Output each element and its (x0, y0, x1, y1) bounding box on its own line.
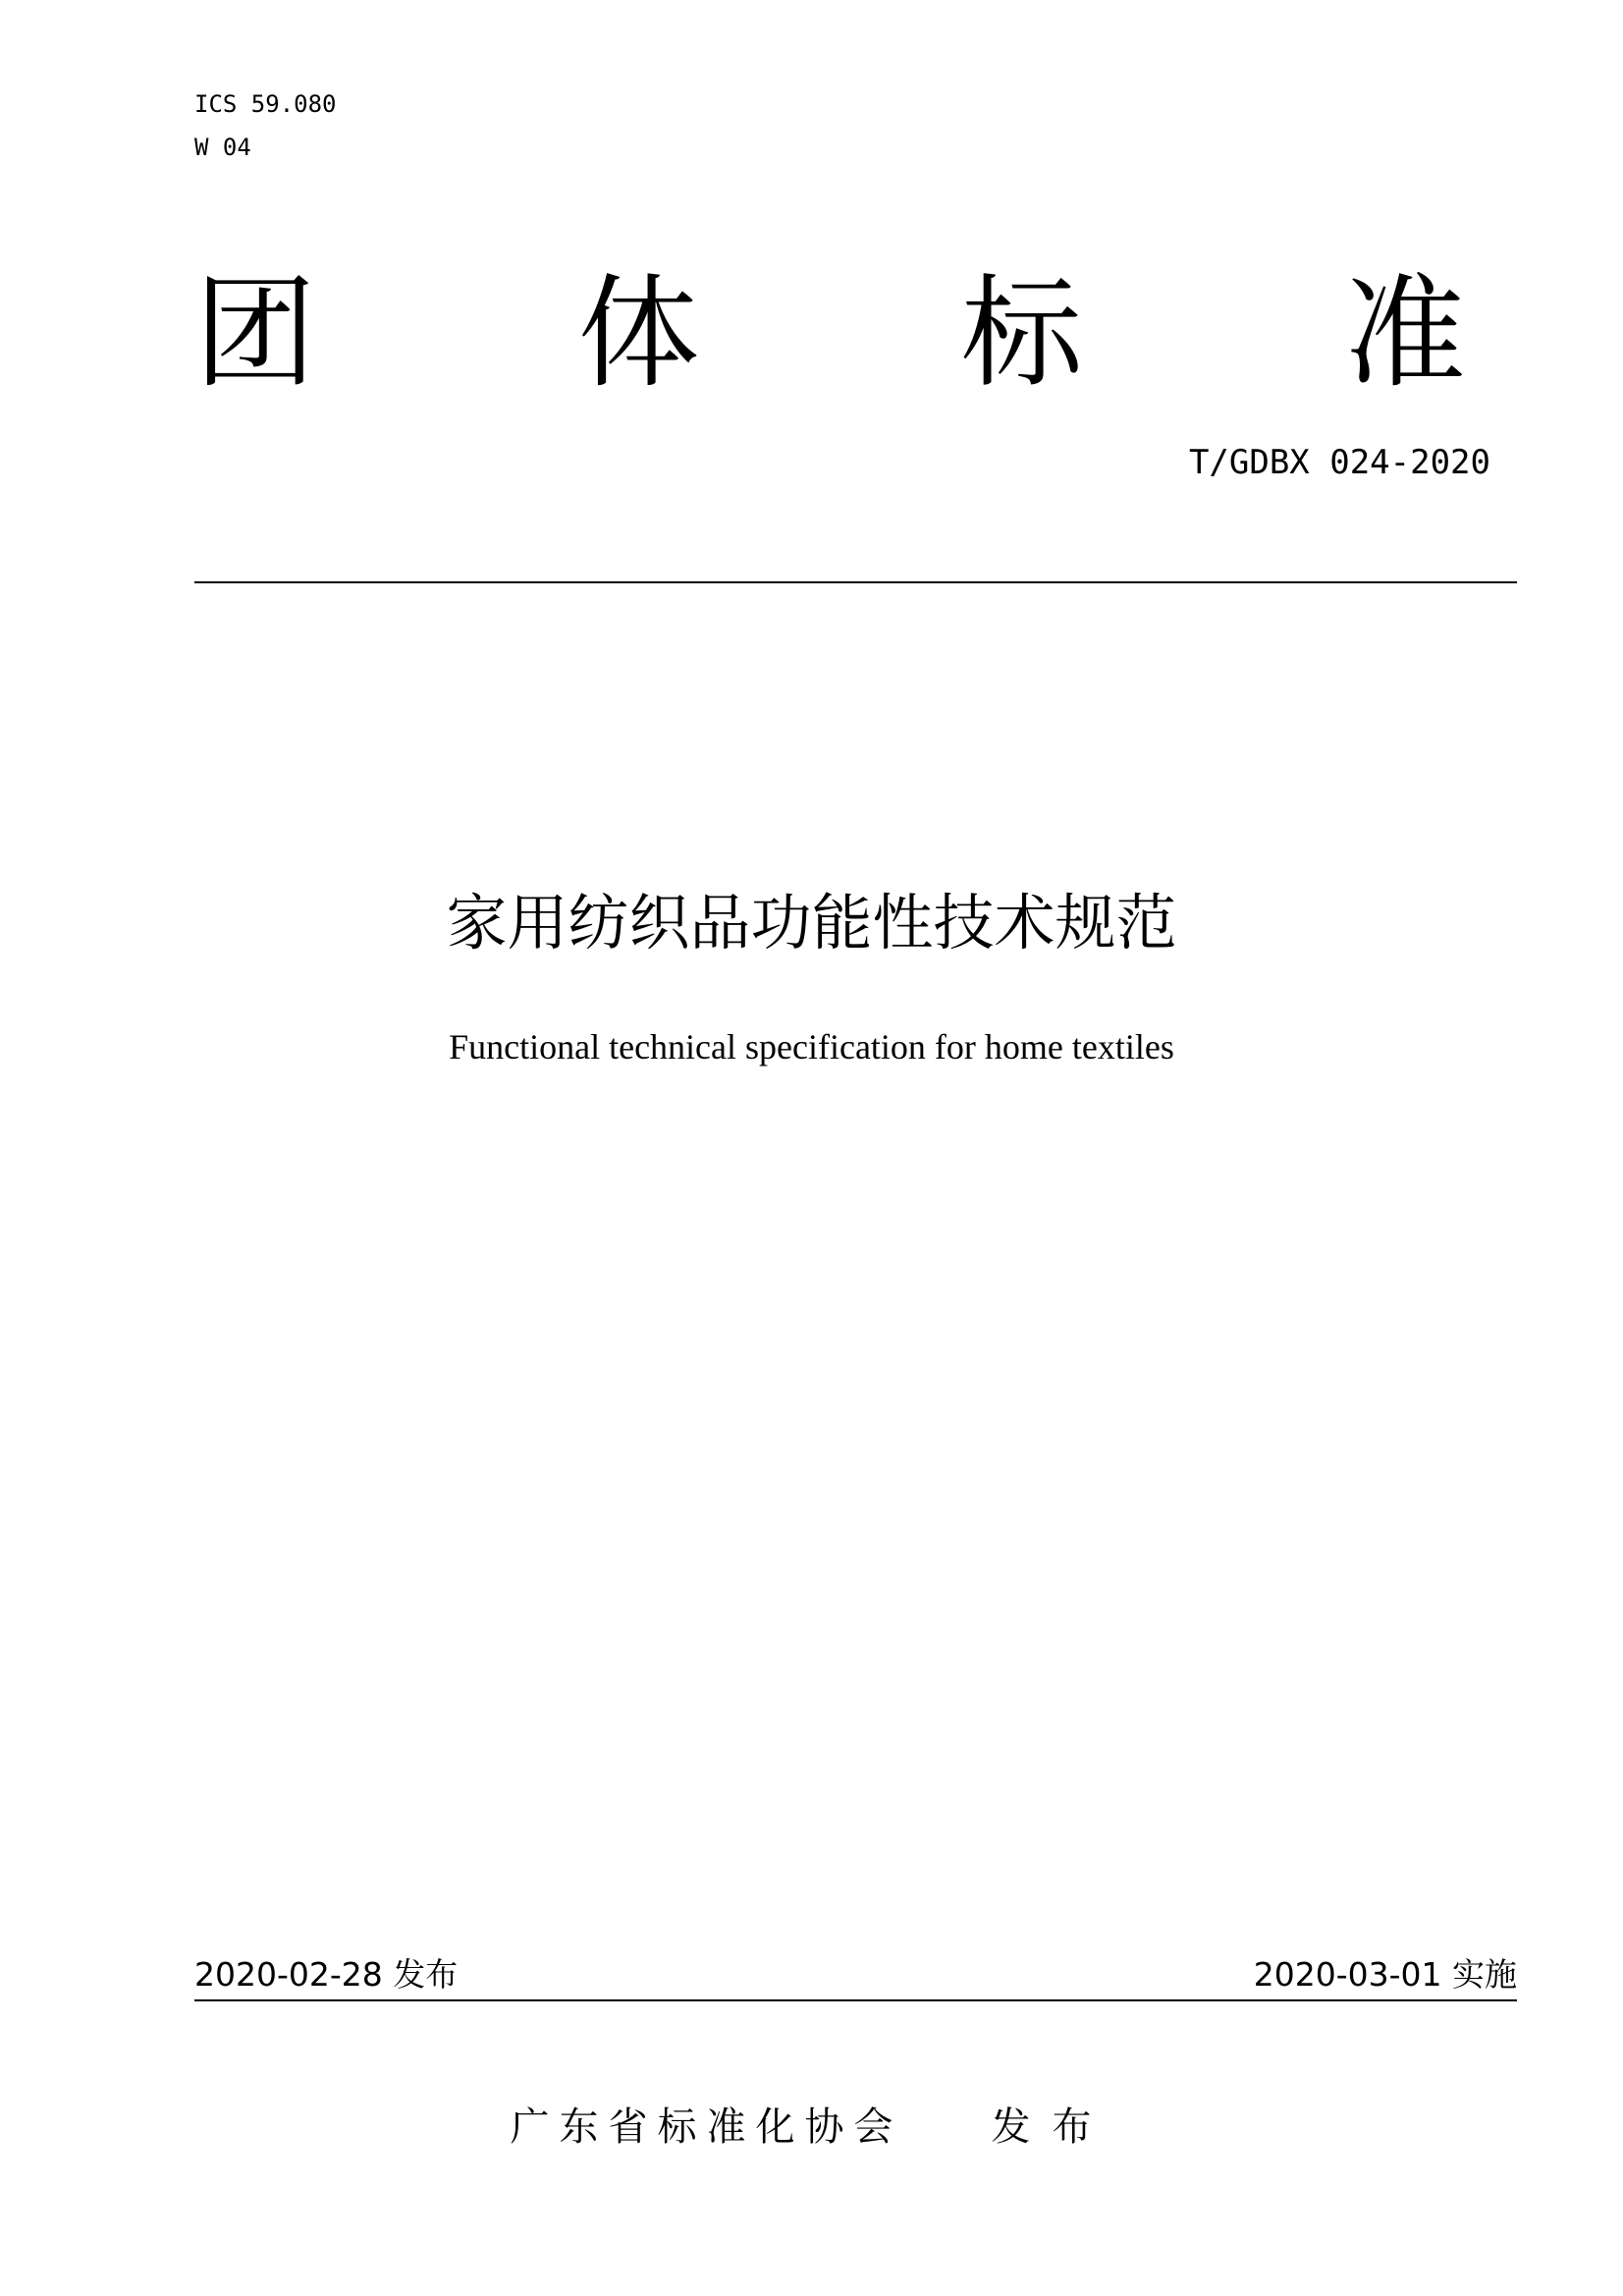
doc-type-char: 团 (194, 263, 317, 405)
doc-type-char: 体 (577, 263, 700, 405)
implement-label: 实施 (1452, 1955, 1517, 1994)
bottom-divider (194, 1999, 1517, 2001)
publish-date: 2020-02-28 (194, 1955, 383, 1994)
classification-codes (194, 82, 337, 169)
title-chinese: 家用纺织品功能性技术规范 (446, 887, 1177, 958)
doc-type-char: 标 (960, 263, 1083, 405)
implement-date-group (1254, 1952, 1517, 1997)
ccs-code: W 04 (194, 134, 251, 161)
ics-code: ICS 59.080 (194, 90, 337, 118)
doc-type-char: 准 (1343, 263, 1466, 405)
publisher-organization: 广东省标准化协会 (510, 2105, 903, 2150)
title-english: Functional technical specification for home textiles (449, 1027, 1174, 1066)
publisher-action: 发布 (991, 2105, 1113, 2150)
implement-date: 2020-03-01 (1253, 1955, 1442, 1994)
publish-label: 发布 (393, 1955, 459, 1994)
date-row (194, 1952, 1517, 1997)
document-type-heading (194, 260, 1466, 408)
publish-date-group (194, 1952, 458, 1997)
top-divider (194, 581, 1517, 583)
publisher-line (0, 2100, 1623, 2155)
standard-number: T/GDBX 024-2020 (1188, 443, 1490, 482)
